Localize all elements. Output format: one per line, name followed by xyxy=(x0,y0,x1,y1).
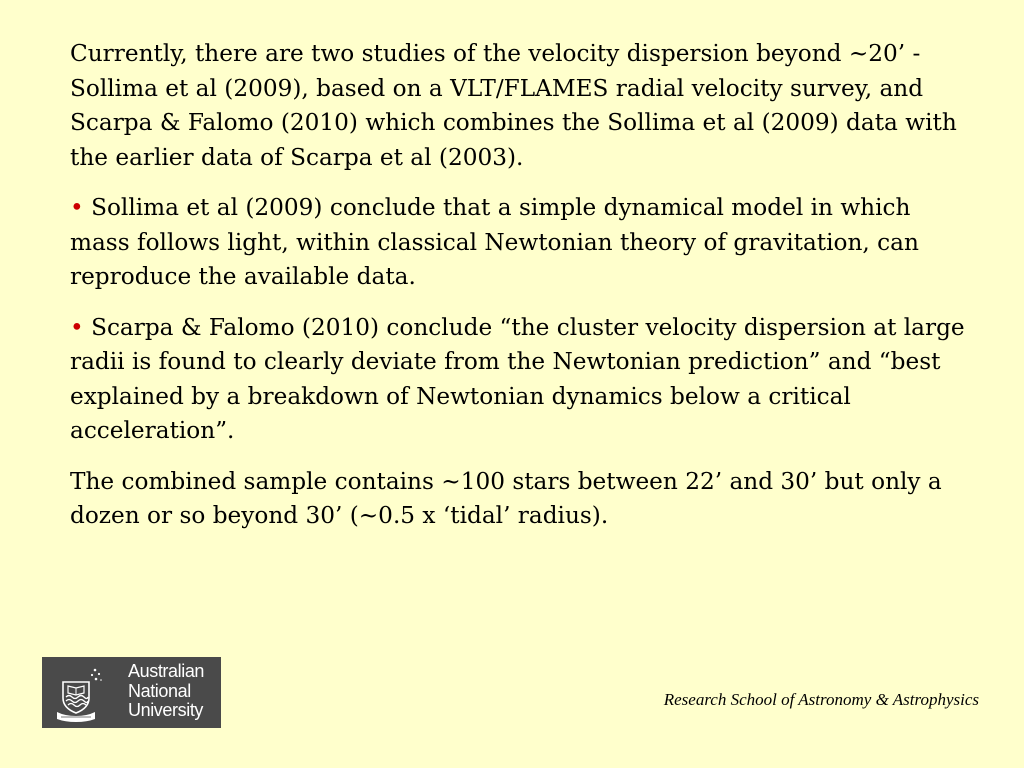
logo-line-1: Australian xyxy=(128,661,205,681)
bullet-text: Sollima et al (2009) conclude that a simple dynamical model in which mass follows light, within classical Newtonian theory of gravitation, can reproduce the available data. xyxy=(70,194,919,290)
bullet-icon: • xyxy=(70,194,84,221)
intro-paragraph xyxy=(70,37,970,175)
bullet-text: Scarpa & Falomo (2010) conclude “the cluster velocity dispersion at large radii is found to clearly deviate from the Newtonian prediction” and “best explained by a breakdown of Newtonian dynamics below a critical acceleration”. xyxy=(70,313,965,444)
anu-logo xyxy=(42,657,221,728)
bullet-icon: • xyxy=(70,313,84,341)
logo-line-3: University xyxy=(128,700,204,720)
footer-school-name: Research School of Astronomy & Astrophysics xyxy=(663,690,979,709)
paragraph-text: Currently, there are two studies of the velocity dispersion beyond ~20’ - Sollima et al (2009), based on a VLT/FLAMES radial velocity survey, and Scarpa & Falomo (2010) which combines the Sollima et al (2009) data with the earlier data of Scarpa et al (2003). xyxy=(70,40,957,171)
paragraph-text: The combined sample contains ~100 stars between 22’ and 30’ but only a dozen or so beyond 30’ (~0.5 x ‘tidal’ radius). xyxy=(70,467,942,529)
bullet-scarpa xyxy=(70,311,970,449)
logo-line-2: National xyxy=(128,680,191,701)
combined-sample-paragraph xyxy=(70,465,970,534)
logo-wordmark xyxy=(128,662,204,721)
bullet-sollima xyxy=(70,191,970,295)
slide-content xyxy=(70,37,970,550)
anu-crest-icon xyxy=(55,664,111,722)
